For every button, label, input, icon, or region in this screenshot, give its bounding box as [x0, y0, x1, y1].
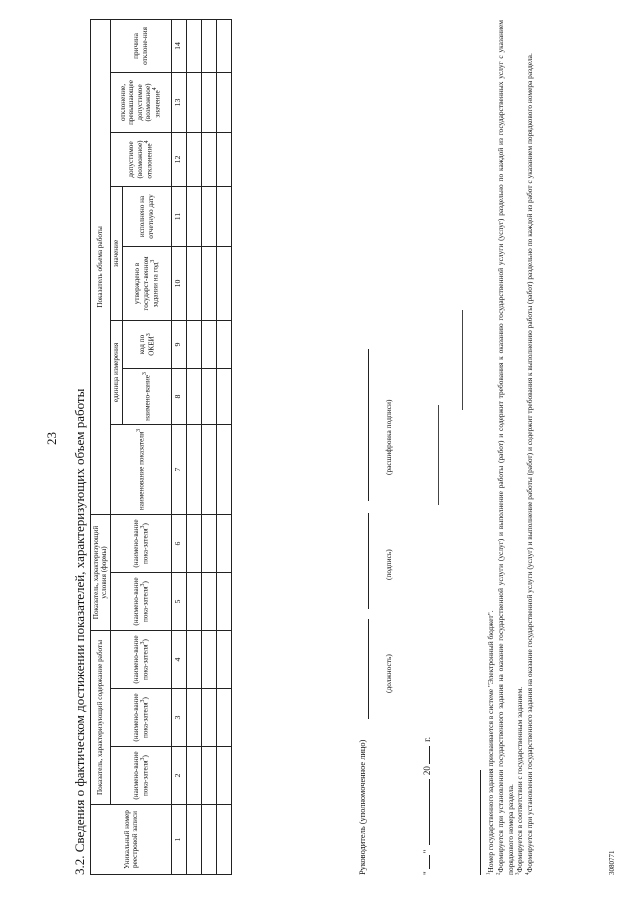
month-line[interactable]: [420, 779, 430, 845]
signature-caption: (подпись): [384, 549, 393, 580]
table-cell[interactable]: [216, 573, 231, 631]
table-cell[interactable]: [186, 689, 201, 747]
footnote: $^3$Формируется в соответствии с государственным заданием.: [515, 686, 525, 875]
table-cell[interactable]: [186, 19, 201, 72]
decoding-line[interactable]: [368, 349, 369, 501]
column-number: 5: [171, 573, 186, 631]
decoding-caption: (расшифровка подписи): [384, 399, 393, 475]
quote-close: ": [422, 849, 432, 854]
col-group-volume: Показатель объема работы: [91, 19, 111, 514]
signature-head-label: Руководитель (уполномоченное лицо): [358, 739, 367, 875]
table-cell[interactable]: [186, 747, 201, 805]
page-number: 23: [44, 432, 59, 445]
table-cell[interactable]: [216, 246, 231, 320]
footnote: $^2$Формируется при установлении государственного задания на оказание государственной услуги (услуг) и выполнение работы (работ) и содержит требования к оказанию государственной услуги (услуг) раздельно по каждой из государственных услуг с указанием порядкового номера раздела.: [495, 20, 515, 875]
table-cell[interactable]: [201, 186, 216, 246]
table-cell[interactable]: [201, 747, 216, 805]
table-cell[interactable]: [216, 186, 231, 246]
table-cell[interactable]: [216, 132, 231, 186]
name-cell: (наимено-вание пока-зателя$^3$): [110, 514, 171, 572]
results-table: [90, 19, 232, 875]
faint-line: [438, 405, 439, 505]
column-number: 3: [171, 689, 186, 747]
day-line[interactable]: [420, 855, 430, 869]
position-line[interactable]: [368, 619, 369, 719]
signature-line[interactable]: [368, 513, 369, 609]
table-cell[interactable]: [201, 19, 216, 72]
table-row: [216, 19, 231, 874]
column-number: 14: [171, 19, 186, 72]
table-cell[interactable]: [216, 689, 231, 747]
column-number: 11: [171, 186, 186, 246]
footnote-rule: [480, 770, 481, 875]
column-number: 9: [171, 320, 186, 368]
column-numbers-row: [171, 19, 186, 874]
table-cell[interactable]: [216, 72, 231, 132]
col-exceeding-deviation: отклонение, превышающее допустимое (возможное) значение$^4$: [110, 72, 171, 132]
column-number: 13: [171, 72, 186, 132]
column-number: 4: [171, 631, 186, 689]
col-approved: утверждено в государст-венном задании на год$^3$: [122, 246, 171, 320]
table-row: [186, 19, 201, 874]
col-allowed-deviation: допустимое (возможное) отклонение$^4$: [110, 132, 171, 186]
table-cell[interactable]: [201, 573, 216, 631]
table-cell[interactable]: [201, 132, 216, 186]
section-heading: 3.2. Сведения о фактическом достижении показателей, характеризующих объем работы: [72, 388, 87, 875]
table-cell[interactable]: [186, 320, 201, 368]
document-code: 3080771: [608, 850, 616, 875]
col-indicator-name: наименование показателя$^3$: [110, 424, 171, 514]
col-group-conditions: Показатель, характеризующий условия (формы): [91, 514, 111, 630]
table-cell[interactable]: [186, 186, 201, 246]
table-cell[interactable]: [216, 368, 231, 424]
table-cell[interactable]: [186, 805, 201, 875]
column-number: 12: [171, 132, 186, 186]
table-cell[interactable]: [216, 514, 231, 572]
table-cell[interactable]: [186, 72, 201, 132]
column-number: 10: [171, 246, 186, 320]
table-cell[interactable]: [201, 368, 216, 424]
col-value: значение: [110, 186, 122, 320]
table-cell[interactable]: [201, 320, 216, 368]
quote-open: ": [422, 871, 432, 875]
footnote: $^1$Номер государственного задания присваивается в системе "Электронный бюджет".: [486, 610, 495, 875]
table-cell[interactable]: [201, 424, 216, 514]
table-cell[interactable]: [216, 747, 231, 805]
year-line[interactable]: [420, 746, 430, 764]
table-cell[interactable]: [216, 424, 231, 514]
footnotes: [486, 20, 535, 875]
table-row: [201, 19, 216, 874]
name-cell: (наимено-вание пока-зателя$^3$): [110, 747, 171, 805]
year-suffix: г.: [422, 736, 432, 742]
table-cell[interactable]: [216, 805, 231, 875]
table-cell[interactable]: [201, 246, 216, 320]
col-deviation-reason: причина отклоне-ния: [110, 19, 171, 72]
name-cell: (наимено-вание пока-зателя$^3$): [110, 573, 171, 631]
table-cell[interactable]: [201, 631, 216, 689]
faint-line: [462, 310, 463, 410]
column-number: 8: [171, 368, 186, 424]
table-cell[interactable]: [186, 132, 201, 186]
table-cell[interactable]: [201, 689, 216, 747]
table-cell[interactable]: [186, 631, 201, 689]
footnote: $^4$Формируется при установлении государственного задания на оказание государственной услуги (услуг) и выполнение работы (работ) и содержит требования к выполнению работы (работ) раздельно по каждой из работ с указанием порядкового номера раздела.: [525, 53, 535, 875]
position-caption: (должность): [384, 654, 393, 693]
table-cell[interactable]: [216, 19, 231, 72]
column-number: 1: [171, 805, 186, 875]
table-cell[interactable]: [186, 573, 201, 631]
name-cell: (наимено-вание пока-зателя$^3$): [110, 689, 171, 747]
table-cell[interactable]: [186, 514, 201, 572]
col-unit-name: наимено-вание$^3$: [122, 368, 171, 424]
column-number: 7: [171, 424, 186, 514]
column-number: 6: [171, 514, 186, 572]
table-cell[interactable]: [186, 424, 201, 514]
column-number: 2: [171, 747, 186, 805]
table-cell[interactable]: [216, 320, 231, 368]
table-cell[interactable]: [186, 368, 201, 424]
year-prefix: 20: [422, 766, 432, 776]
col-unique-number: Уникальный номер реестровой записи: [91, 805, 172, 875]
date-line: [420, 737, 432, 875]
name-cell: (наимено-вание пока-зателя$^3$): [110, 631, 171, 689]
table-cell[interactable]: [186, 246, 201, 320]
col-okei-code: код по ОКЕИ$^3$: [122, 320, 171, 368]
table-cell[interactable]: [201, 514, 216, 572]
table-cell[interactable]: [216, 631, 231, 689]
table-cell[interactable]: [201, 72, 216, 132]
table-cell[interactable]: [201, 805, 216, 875]
col-unit: единица измерения: [110, 320, 122, 424]
col-done: исполнено на отчетную дату: [122, 186, 171, 246]
col-group-content: Показатель, характеризующий содержание работы: [91, 631, 111, 805]
